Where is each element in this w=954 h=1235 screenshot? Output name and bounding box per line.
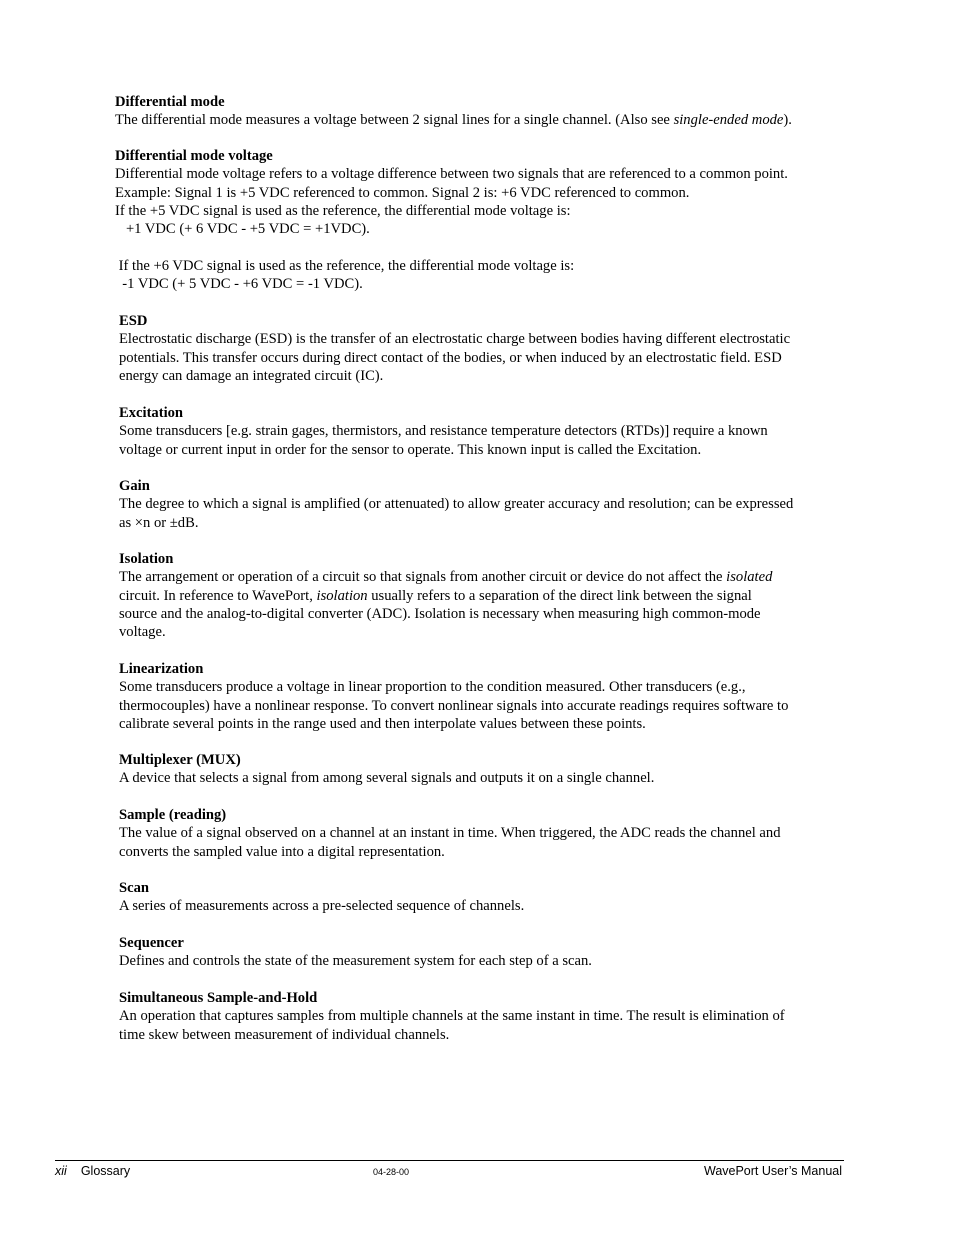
page-number: xii [55,1164,67,1178]
definition-line: If the +6 VDC signal is used as the reference, the differential mode voltage is: [115,257,575,274]
term-title: Isolation [119,551,174,567]
term-title: Multiplexer (MUX) [119,752,241,768]
entry-differential-mode [115,93,845,130]
italic-term: single-ended mode [673,112,784,129]
definition-line: The differential mode measures a voltage between 2 signal lines for a single channel. (Also see single-ended mode). [115,112,792,129]
entry-esd [119,312,849,385]
term-title: Sequencer [119,935,184,951]
definition-line: The value of a signal observed on a channel at an instant in time. When triggered, the ADC reads the channel and [119,825,781,842]
definition-line: The degree to which a signal is amplified (or attenuated) to allow greater accuracy and resolution; can be expressed [119,496,794,513]
entry-scan [119,879,849,916]
entry-simultaneous-sample-and-hold [119,989,849,1044]
definition-line: voltage. [119,624,166,641]
definition-spacer [115,238,845,256]
entry-excitation [119,404,849,459]
definition-line: Some transducers produce a voltage in linear proportion to the condition measured. Other transducers (e.g., [119,679,746,696]
footer-date: 04-28-00 [373,1167,410,1177]
definition-line: Differential mode voltage refers to a voltage difference between two signals that are referenced to a common point. [115,166,788,183]
entry-linearization [119,660,849,733]
page-footer [55,1160,844,1178]
definition-line: Electrostatic discharge (ESD) is the transfer of an electrostatic charge between bodies having different electrostatic [119,331,791,348]
italic-term: isolated [726,569,773,586]
definition-line: energy can damage an integrated circuit (IC). [119,367,384,384]
definition-line: Defines and controls the state of the measurement system for each step of a scan. [119,953,592,970]
definition-line: A series of measurements across a pre-selected sequence of channels. [119,898,525,915]
entry-sequencer [119,934,849,971]
term-title: Differential mode [115,94,225,110]
entry-gain [119,477,849,532]
footer-manual-title: WavePort User’s Manual [703,1164,842,1178]
entry-differential-mode-voltage [115,147,845,293]
definition-line: voltage or current input in order for the sensor to operate. This known input is called the Excitation. [119,441,702,458]
definition-line: +1 VDC (+ 6 VDC - +5 VDC = +1VDC). [115,221,370,238]
definition-line: potentials. This transfer occurs during direct contact of the bodies, or when induced by an electrostatic field. ESD [119,349,782,366]
definition-line: thermocouples) have a nonlinear response. To convert nonlinear signals into accurate readings requires software to [119,697,789,714]
term-title: Excitation [119,405,184,421]
term-title: Linearization [119,661,204,677]
definition-line: source and the analog-to-digital converter (ADC). Isolation is necessary when measuring high common-mode [119,605,761,622]
term-title: ESD [119,313,148,329]
entry-sample [119,806,849,861]
definition-line: circuit. In reference to WavePort, isolation usually refers to a separation of the direct link between the signal [119,587,752,604]
definition-line: If the +5 VDC signal is used as the reference, the differential mode voltage is: [115,202,571,219]
definition-line: Some transducers [e.g. strain gages, thermistors, and resistance temperature detectors (RTDs)] require a known [119,423,768,440]
entry-multiplexer [119,751,849,788]
definition-line: time skew between measurement of individual channels. [119,1026,450,1043]
definition-line: The arrangement or operation of a circuit so that signals from another circuit or device do not affect the isolated [119,569,773,586]
definition-line: as ×n or ±dB. [119,514,199,531]
definition-line: converts the sampled value into a digital representation. [119,843,445,860]
term-title: Gain [119,478,150,494]
definition-line: A device that selects a signal from among several signals and outputs it on a single channel. [119,770,655,787]
term-title: Simultaneous Sample-and-Hold [119,990,318,1006]
footer-section: Glossary [80,1164,131,1178]
footer-left [55,1164,130,1178]
term-title: Scan [119,880,150,896]
definition-line: Example: Signal 1 is +5 VDC referenced to common. Signal 2 is: +6 VDC referenced to common. [115,184,690,201]
definition-line: An operation that captures samples from multiple channels at the same instant in time. The result is elimination of [119,1008,785,1025]
definition-line: -1 VDC (+ 5 VDC - +6 VDC = -1 VDC). [115,276,363,293]
entry-isolation [119,550,849,641]
term-title: Sample (reading) [119,807,227,823]
italic-term: isolation [316,587,368,604]
term-title: Differential mode voltage [115,148,273,164]
definition-line: calibrate several points in the range used and then interpolate values between these points. [119,715,646,732]
